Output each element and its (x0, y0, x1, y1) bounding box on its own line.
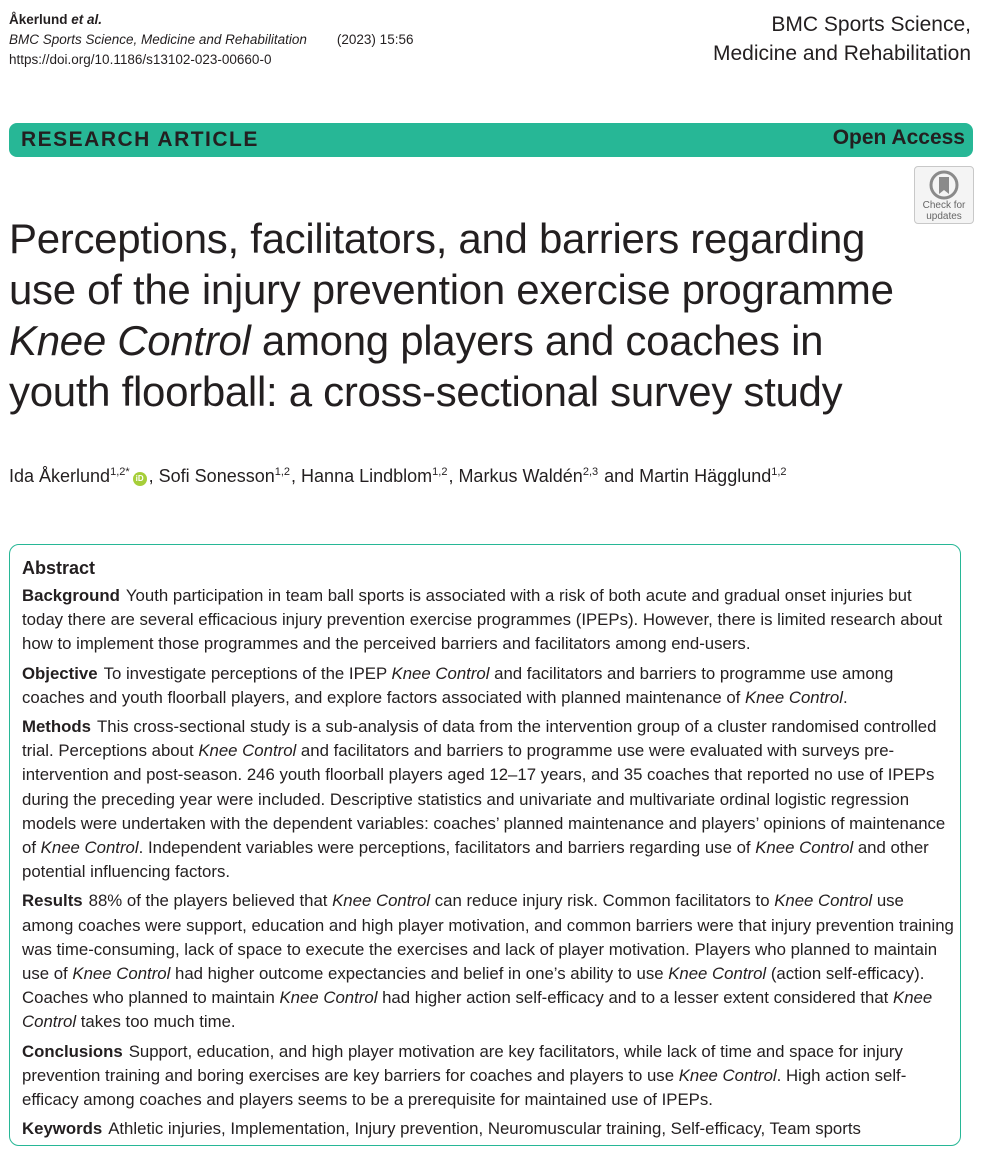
abstract-box (9, 544, 961, 1146)
orcid-icon[interactable]: iD (133, 472, 147, 486)
author-list: Ida Åkerlund$^{1,2*}$iD , Sofi Sonesson$^{1,2}$, Hanna Lindblom$^{1,2}$, Markus Waldén$^{2,3}$ and Martin Hägglund$^{1,2}$ (9, 466, 787, 486)
running-authors: Åkerlund et al. (9, 12, 103, 27)
abstract-results: Results 88% of the players believed that Knee Control can reduce injury risk. Common facilitators to Knee Control use among coaches were support, education and high player motivation, and common barriers were that injury prevention training was time-consuming, lack of space to execute the exercises and lack of player motivation. Players who planned to maintain use of Knee Control had higher outcome expectancies and belief in one’s ability to use Knee Control (action self-efficacy). Coaches who planned to maintain Knee Control had higher action self-efficacy and to a lesser extent considered that Knee Control takes too much time. (22, 891, 954, 1032)
article-title: Perceptions, facilitators, and barriers regarding use of the injury prevention exercise programme Knee Control among players and coaches in youth floorball: a cross-sectional survey study (9, 215, 894, 416)
open-access-label: Open Access (832, 126, 965, 149)
check-for-updates-button[interactable]: Check for updates (914, 166, 974, 224)
citation-block (9, 10, 413, 70)
abstract-objective: Objective To investigate perceptions of the IPEP Knee Control and facilitators and barriers to programme use among coaches and youth floorball players, and explore factors associated with planned maintenance of Knee Control. (22, 663, 894, 707)
abstract-keywords: Keywords Athletic injuries, Implementation, Injury prevention, Neuromuscular training, Self-efficacy, Team sports (22, 1119, 861, 1139)
running-journal: BMC Sports Science, Medicine and Rehabilitation (2023) 15:56 (9, 32, 414, 47)
abstract-conclusions: Conclusions Support, education, and high player motivation are key facilitators, while lack of time and space for injury prevention training and boring exercises are key barriers for coaches and players to use Knee Control. High action self-efficacy among coaches and players seems to be a prerequisite for maintained use of IPEPs. (22, 1041, 907, 1110)
journal-name: BMC Sports Science, Medicine and Rehabilitation (713, 13, 971, 65)
abstract-heading: Abstract (22, 558, 96, 578)
doi-link[interactable]: https://doi.org/10.1186/s13102-023-00660-0 (9, 52, 272, 67)
bookmark-ring-icon (929, 170, 959, 200)
article-type-banner (9, 123, 973, 157)
article-type: RESEARCH ARTICLE (21, 128, 259, 151)
abstract-methods: Methods This cross-sectional study is a sub-analysis of data from the intervention group of a cluster randomised controlled trial. Perceptions about Knee Control and facilitators and barriers to programme use were evaluated with surveys pre-intervention and post-season. 246 youth floorball players aged 12–17 years, and 35 coaches that reported no use of IPEPs during the preceding year were included. Descriptive statistics and univariate and multivariate ordinal logistic regression models were undertaken with the dependent variables: coaches’ planned maintenance and players’ opinions of maintenance of Knee Control. Independent variables were perceptions, facilitators and barriers regarding use of Knee Control and other potential influencing factors. (22, 717, 946, 882)
abstract-background: Background Youth participation in team ball sports is associated with a risk of both acute and gradual onset injuries but today there are several efficacious injury prevention exercise programmes (IPEPs). However, there is limited research about how to implement those programmes and the perceived barriers and facilitators among end-users. (22, 586, 943, 654)
